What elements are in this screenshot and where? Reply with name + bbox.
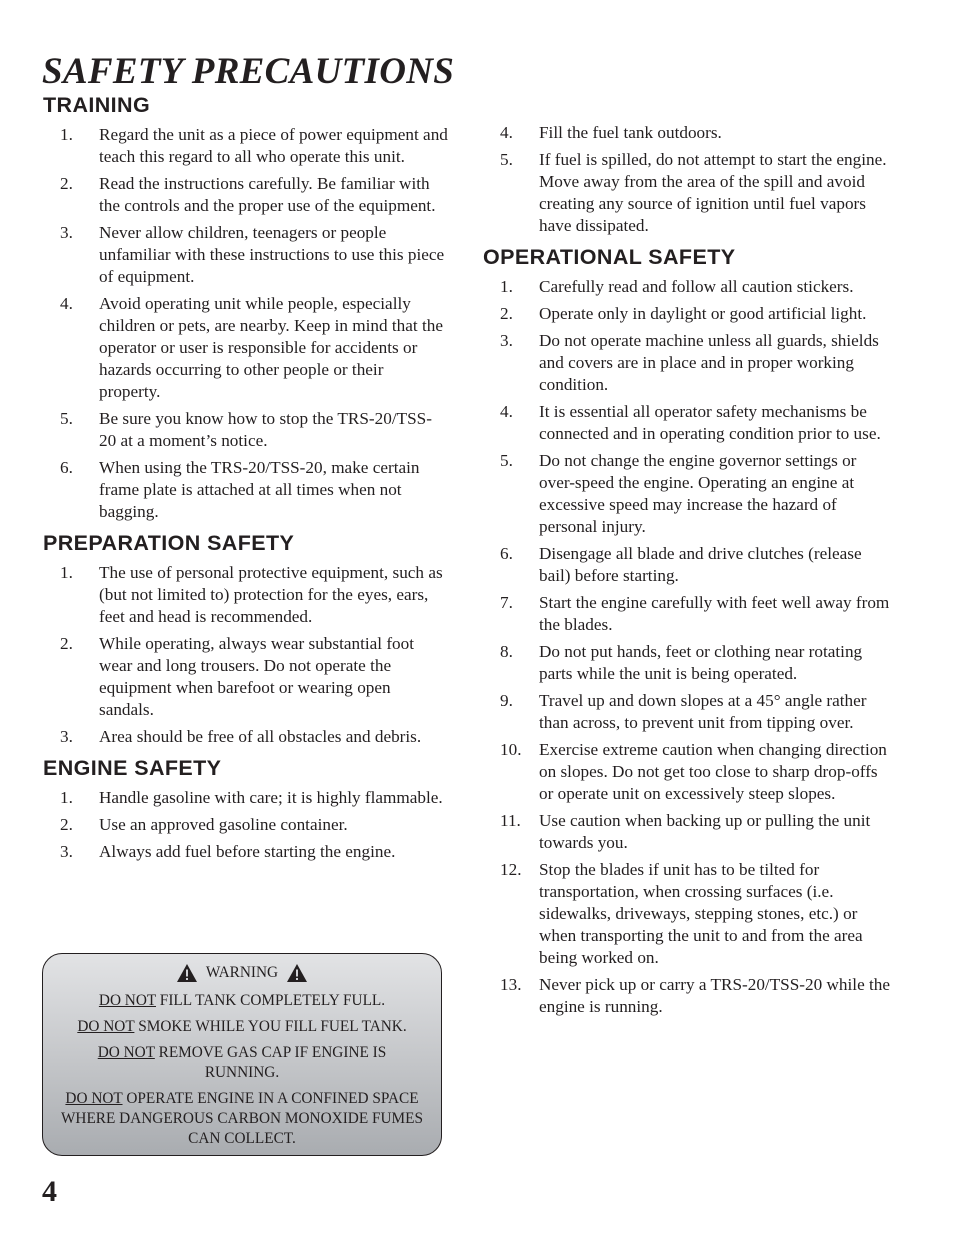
- warning-emphasis: DO NOT: [77, 1018, 135, 1035]
- item-number: 1.: [60, 563, 73, 582]
- item-number: 8.: [500, 642, 513, 661]
- warning-text: FILL TANK COMPLETELY FULL.: [155, 992, 386, 1009]
- warning-emphasis: DO NOT: [98, 992, 156, 1009]
- list-item: [43, 814, 448, 836]
- item-text: Start the engine carefully with feet well away from the blades.: [539, 593, 890, 634]
- item-text: Do not change the engine governor settings or over-speed the engine. Operating an engine at excessive speed may increase the hazard of personal injury.: [539, 451, 857, 536]
- item-number: 2.: [60, 634, 73, 653]
- item-number: 4.: [60, 294, 73, 313]
- item-text: Fill the fuel tank outdoors.: [539, 123, 722, 142]
- item-text: Use caution when backing up or pulling the unit towards you.: [539, 811, 871, 852]
- preparation-list: [43, 562, 448, 748]
- list-item: [43, 726, 448, 748]
- list-item: [43, 787, 448, 809]
- list-item: [483, 739, 893, 805]
- item-text: The use of personal protective equipment, such as (but not limited to) protection for the eyes, ears, feet and head is recommended.: [99, 563, 443, 626]
- list-item: [483, 592, 893, 636]
- item-number: 9.: [500, 691, 513, 710]
- item-number: 12.: [500, 860, 522, 879]
- operational-heading: OPERATIONAL SAFETY: [483, 245, 736, 269]
- item-text: Never allow children, teenagers or people unfamiliar with these instructions to use this piece of equipment.: [99, 223, 445, 286]
- item-number: 11.: [500, 811, 521, 830]
- item-number: 4.: [500, 123, 513, 142]
- list-item: [483, 401, 893, 445]
- training-list: [43, 124, 448, 523]
- item-number: 13.: [500, 975, 522, 994]
- list-item: [43, 633, 448, 721]
- list-item: [483, 690, 893, 734]
- item-text: Exercise extreme caution when changing direction on slopes. Do not get too close to sharp drop-offs or operate unit on excessively steep slopes.: [539, 740, 887, 803]
- page-title: SAFETY PRECAUTIONS: [42, 51, 455, 92]
- warning-triangle-icon: [286, 963, 308, 983]
- list-item: [43, 457, 448, 523]
- item-text: Never pick up or carry a TRS-20/TSS-20 while the engine is running.: [539, 975, 890, 1016]
- engine-list: [43, 787, 448, 863]
- list-item: [483, 149, 893, 237]
- list-item: [483, 303, 893, 325]
- list-item: [483, 450, 893, 538]
- item-number: 4.: [500, 402, 513, 421]
- item-text: Stop the blades if unit has to be tilted for transportation, when crossing surfaces (i.e. sidewalks, driveways, stepping stones, etc.) or when transporting the unit to and from the area being worked on.: [539, 860, 863, 967]
- item-text: Always add fuel before starting the engine.: [99, 842, 396, 861]
- warning-text: OPERATE ENGINE IN A CONFINED SPACE WHERE DANGEROUS CARBON MONOXIDE FUMES CAN COLLECT.: [60, 1090, 424, 1147]
- item-number: 1.: [60, 788, 73, 807]
- item-number: 3.: [60, 842, 73, 861]
- page-number: 4: [42, 1175, 57, 1208]
- item-text: Avoid operating unit while people, especially children or pets, are nearby. Keep in mind that the operator or user is responsible for accidents or hazards occurring to other people or their property.: [99, 294, 443, 401]
- item-number: 7.: [500, 593, 513, 612]
- item-text: Use an approved gasoline container.: [99, 815, 348, 834]
- item-number: 2.: [60, 174, 73, 193]
- warning-header: [43, 963, 441, 983]
- preparation-heading: PREPARATION SAFETY: [43, 531, 295, 555]
- item-number: 10.: [500, 740, 522, 759]
- item-number: 6.: [60, 458, 73, 477]
- list-item: [483, 641, 893, 685]
- item-text: Carefully read and follow all caution stickers.: [539, 277, 854, 296]
- warning-box: [42, 953, 442, 1156]
- warning-label: WARNING: [205, 964, 279, 981]
- list-item: [43, 841, 448, 863]
- list-item: [483, 276, 893, 298]
- list-item: [483, 974, 893, 1018]
- list-item: [43, 124, 448, 168]
- item-text: Regard the unit as a piece of power equipment and teach this regard to all who operate this unit.: [99, 125, 448, 166]
- item-number: 2.: [60, 815, 73, 834]
- list-item: [43, 222, 448, 288]
- list-item: [483, 810, 893, 854]
- warning-text: SMOKE WHILE YOU FILL FUEL TANK.: [134, 1018, 407, 1035]
- item-number: 5.: [500, 150, 513, 169]
- item-text: Be sure you know how to stop the TRS-20/TSS-20 at a moment’s notice.: [99, 409, 432, 450]
- left-column: [43, 93, 448, 871]
- warning-line: [43, 1017, 441, 1037]
- item-text: It is essential all operator safety mechanisms be connected and in operating condition prior to use.: [539, 402, 881, 443]
- item-number: 3.: [60, 223, 73, 242]
- warning-emphasis: DO NOT: [97, 1044, 155, 1061]
- warning-emphasis: DO NOT: [65, 1090, 123, 1107]
- list-item: [483, 122, 893, 144]
- item-text: While operating, always wear substantial foot wear and long trousers. Do not operate the equipment when barefoot or wearing open sandals.: [99, 634, 415, 719]
- item-text: Do not operate machine unless all guards, shields and covers are in place and in proper working condition.: [539, 331, 879, 394]
- warning-triangle-icon: [176, 963, 198, 983]
- item-number: 5.: [60, 409, 73, 428]
- list-item: [43, 562, 448, 628]
- item-number: 2.: [500, 304, 513, 323]
- item-text: Area should be free of all obstacles and debris.: [99, 727, 422, 746]
- warning-line: [43, 1089, 441, 1149]
- warning-text: REMOVE GAS CAP IF ENGINE IS RUNNING.: [154, 1044, 387, 1081]
- item-number: 5.: [500, 451, 513, 470]
- item-text: Read the instructions carefully. Be familiar with the controls and the proper use of the equipment.: [99, 174, 436, 215]
- item-text: Operate only in daylight or good artificial light.: [539, 304, 867, 323]
- item-text: If fuel is spilled, do not attempt to start the engine. Move away from the area of the spill and avoid creating any source of ignition until fuel vapors have dissipated.: [539, 150, 887, 235]
- item-text: When using the TRS-20/TSS-20, make certain frame plate is attached at all times when not bagging.: [99, 458, 420, 521]
- engine-heading: ENGINE SAFETY: [43, 756, 222, 780]
- item-number: 3.: [60, 727, 73, 746]
- item-number: 1.: [60, 125, 73, 144]
- item-text: Disengage all blade and drive clutches (release bail) before starting.: [539, 544, 862, 585]
- item-number: 3.: [500, 331, 513, 350]
- operational-list: [483, 276, 893, 1018]
- warning-line: [43, 1043, 441, 1083]
- list-item: [43, 173, 448, 217]
- list-item: [43, 293, 448, 403]
- item-text: Do not put hands, feet or clothing near rotating parts while the unit is being operated.: [539, 642, 863, 683]
- list-item: [483, 330, 893, 396]
- item-text: Handle gasoline with care; it is highly flammable.: [99, 788, 443, 807]
- engine-list-continued: [483, 122, 893, 237]
- right-column: [483, 122, 893, 1026]
- item-number: 6.: [500, 544, 513, 563]
- item-number: 1.: [500, 277, 513, 296]
- training-heading: TRAINING: [43, 93, 151, 117]
- list-item: [483, 543, 893, 587]
- item-text: Travel up and down slopes at a 45° angle rather than across, to prevent unit from tipping over.: [539, 691, 867, 732]
- list-item: [43, 408, 448, 452]
- list-item: [483, 859, 893, 969]
- warning-line: [43, 991, 441, 1011]
